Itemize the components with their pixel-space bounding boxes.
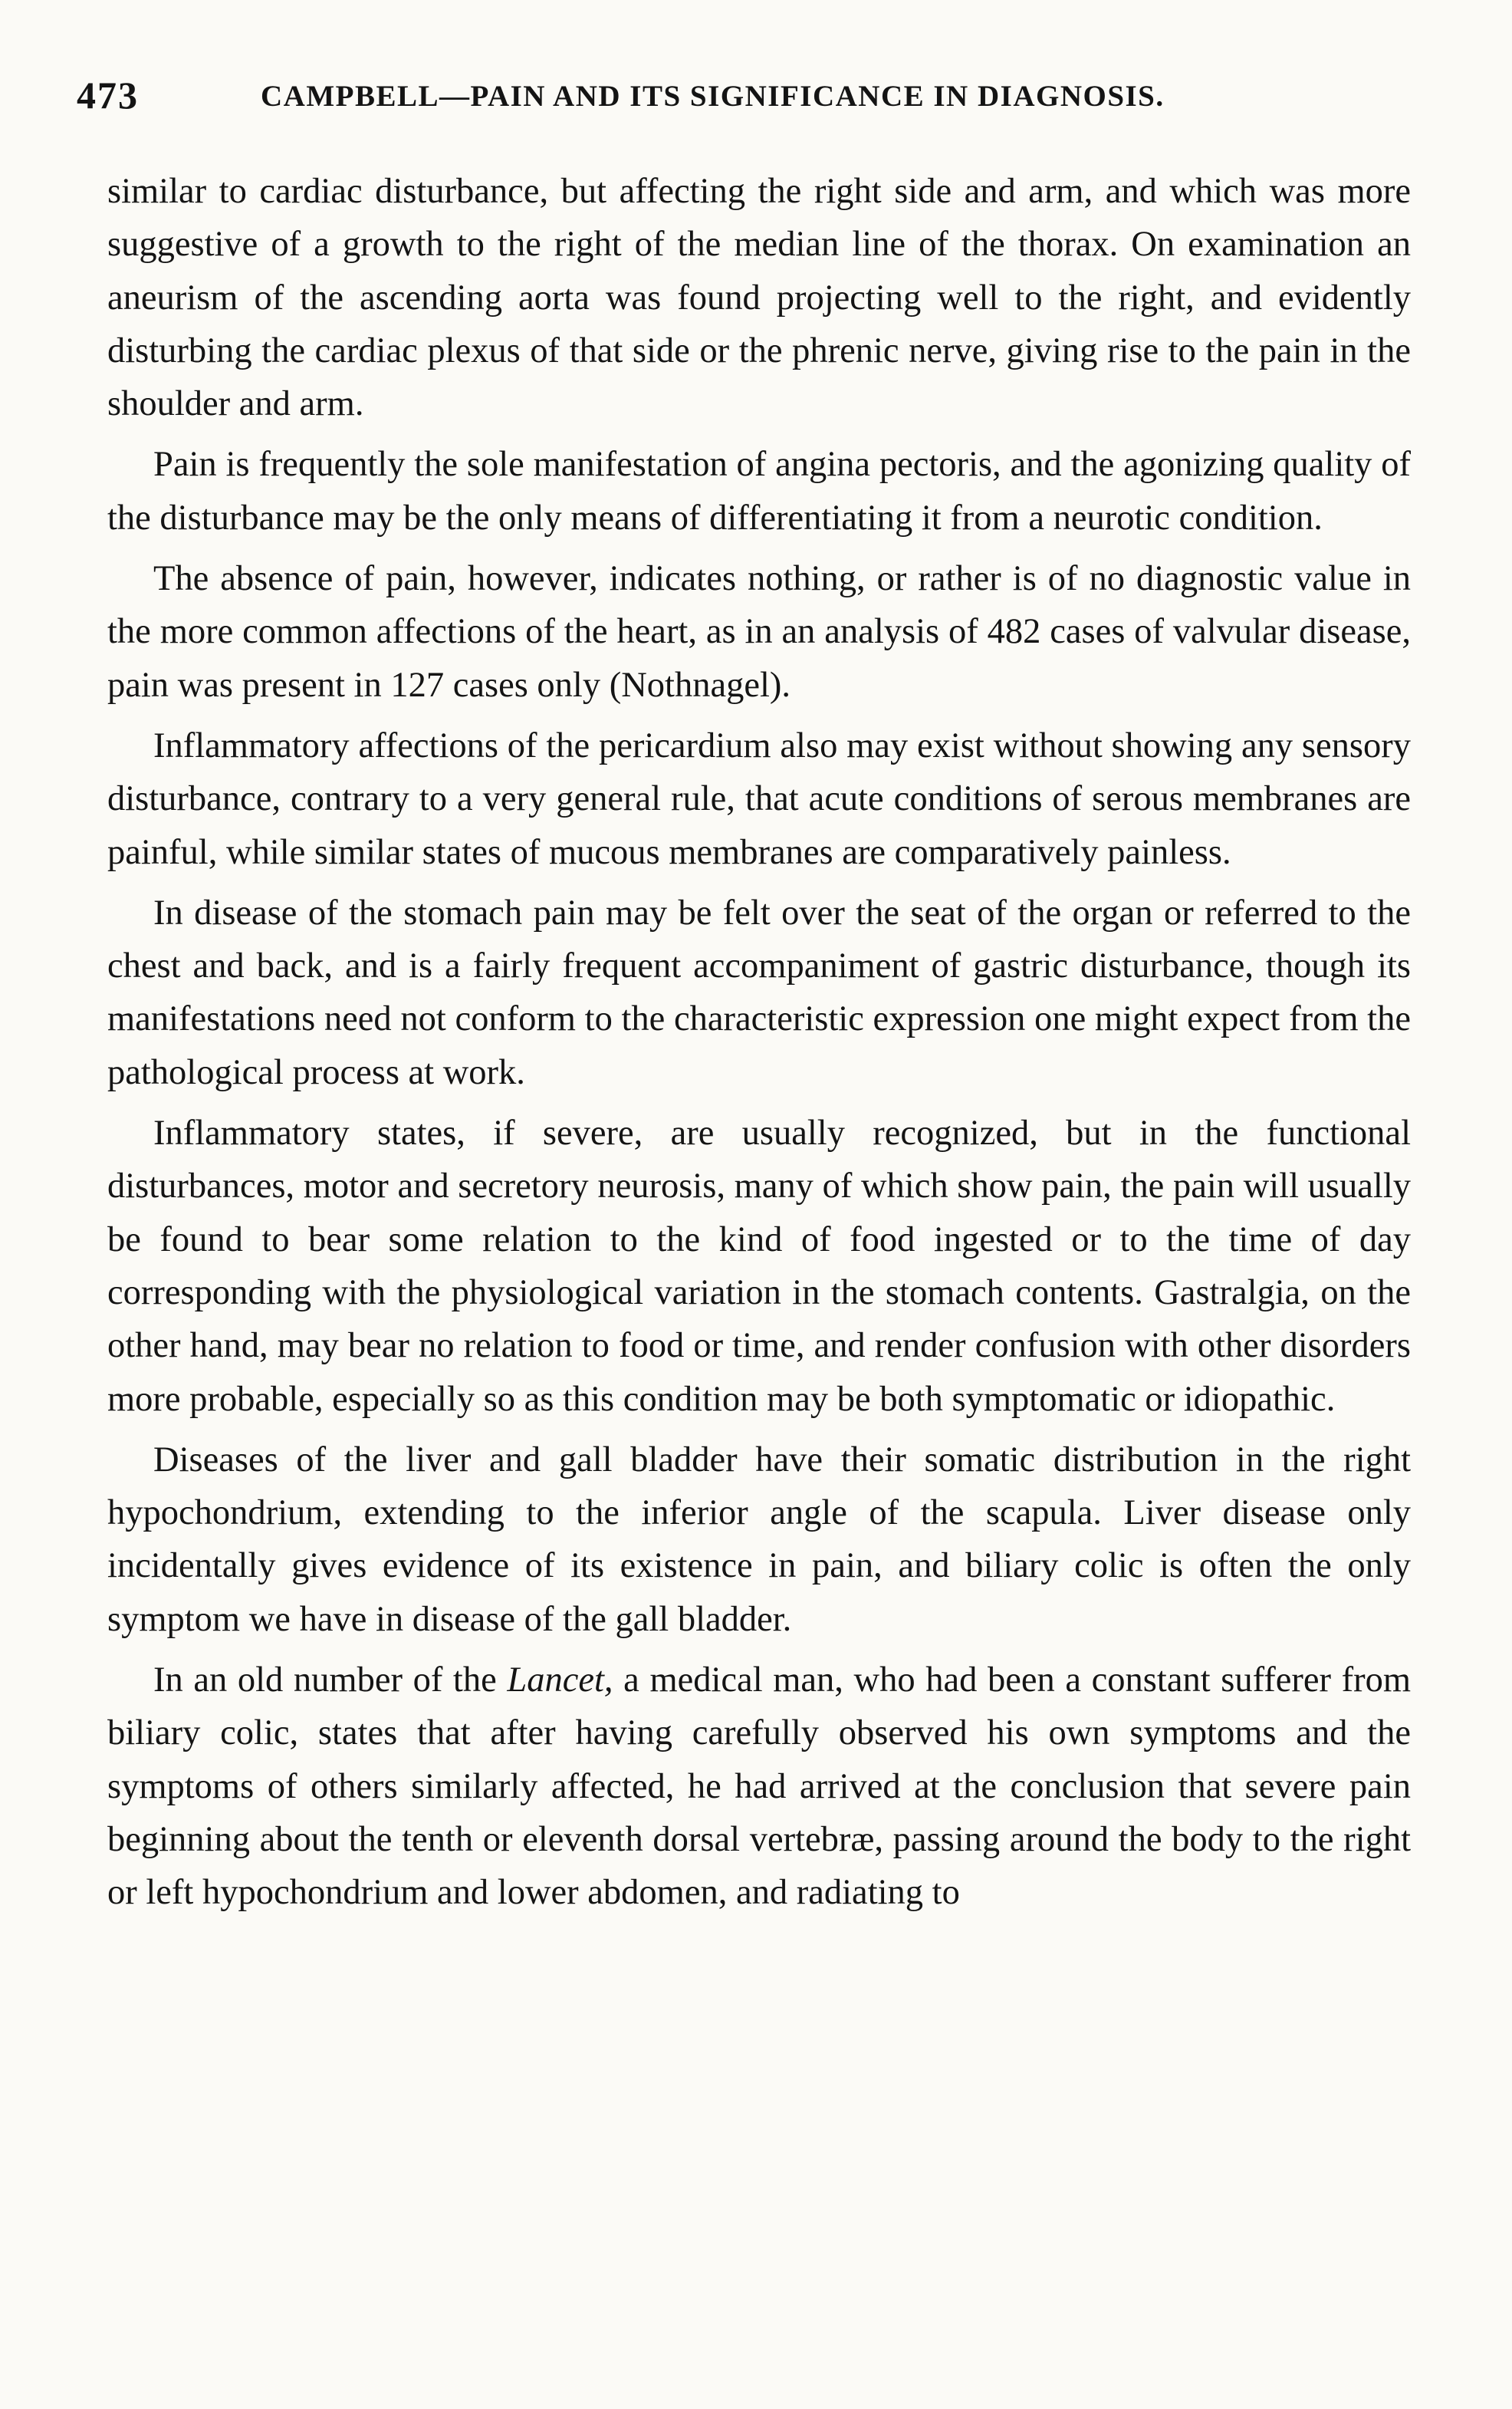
paragraph-liver-gall-bladder: Diseases of the liver and gall bladder have their somatic distribution in the right hypochondrium, extending to the inferior angle of the scapula. Liver disease only incidentally gives evidence of its existence in pain, and biliary colic is often the only symptom we have in disease of the gall bladder. [107, 1440, 1411, 1639]
paragraph-inflammatory-states: Inflammatory states, if severe, are usually recognized, but in the functional disturbances, motor and secretory neurosis, many of which show pain, the pain will usually be found to bear some relation to the kind of food ingested or to the time of day corresponding with the physiological variation in the stomach contents. Gastralgia, on the other hand, may bear no relation to food or time, and render confusion with other disorders more probable, especially so as this condition may be both symptomatic or idiopathic. [107, 1114, 1411, 1419]
journal-title-lancet: Lancet, [507, 1660, 613, 1700]
lancet-text-before: In an old number of the [153, 1660, 508, 1700]
paragraph-continued: similar to cardiac disturbance, but affecting the right side and arm, and which was more suggestive of a growth to the right of the median line of the thorax. On examination an aneurism of the ascending aorta was found projecting well to the right, and evidently disturbing the cardiac plexus of that side or the phrenic nerve, giving rise to the pain in the shoulder and arm. [107, 172, 1411, 424]
paragraph-angina: Pain is frequently the sole manifestation of angina pectoris, and the agonizing quality of the disturbance may be the only means of differentiating it from a neurotic condition. [107, 445, 1411, 538]
body-text [107, 165, 1411, 1927]
paragraph-pericardium: Inflammatory affections of the pericardium also may exist without showing any sensory disturbance, contrary to a very general rule, that acute conditions of serous membranes are painful, while similar states of mucous membranes are comparatively painless. [107, 726, 1411, 872]
paragraph-lancet [107, 1654, 1411, 1919]
lancet-text-after: a medical man, who had been a constant sufferer from biliary colic, states that after having carefully observed his own symptoms and the symptoms of others similarly affected, he had arrived at the conclusion that severe pain beginning about the tenth or eleventh dorsal vertebræ, passing around the body to the right or left hypochondrium and lower abdomen, and radiating to [107, 1660, 1411, 1913]
paragraph-absence-of-pain: The absence of pain, however, indicates nothing, or rather is of no diagnostic value in the more common affections of the heart, as in an analysis of 482 cases of valvular disease, pain was present in 127 cases only (Nothnagel). [107, 559, 1411, 705]
page-number: 473 [77, 74, 139, 117]
paragraph-stomach: In disease of the stomach pain may be felt over the seat of the organ or referred to the chest and back, and is a fairly frequent accompaniment of gastric disturbance, though its manifestations need not conform to the characteristic expression one might expect from the pathological process at work. [107, 893, 1411, 1092]
running-head: CAMPBELL—PAIN AND ITS SIGNIFICANCE IN DIAGNOSIS. [261, 80, 1165, 113]
page-header [77, 73, 1441, 127]
